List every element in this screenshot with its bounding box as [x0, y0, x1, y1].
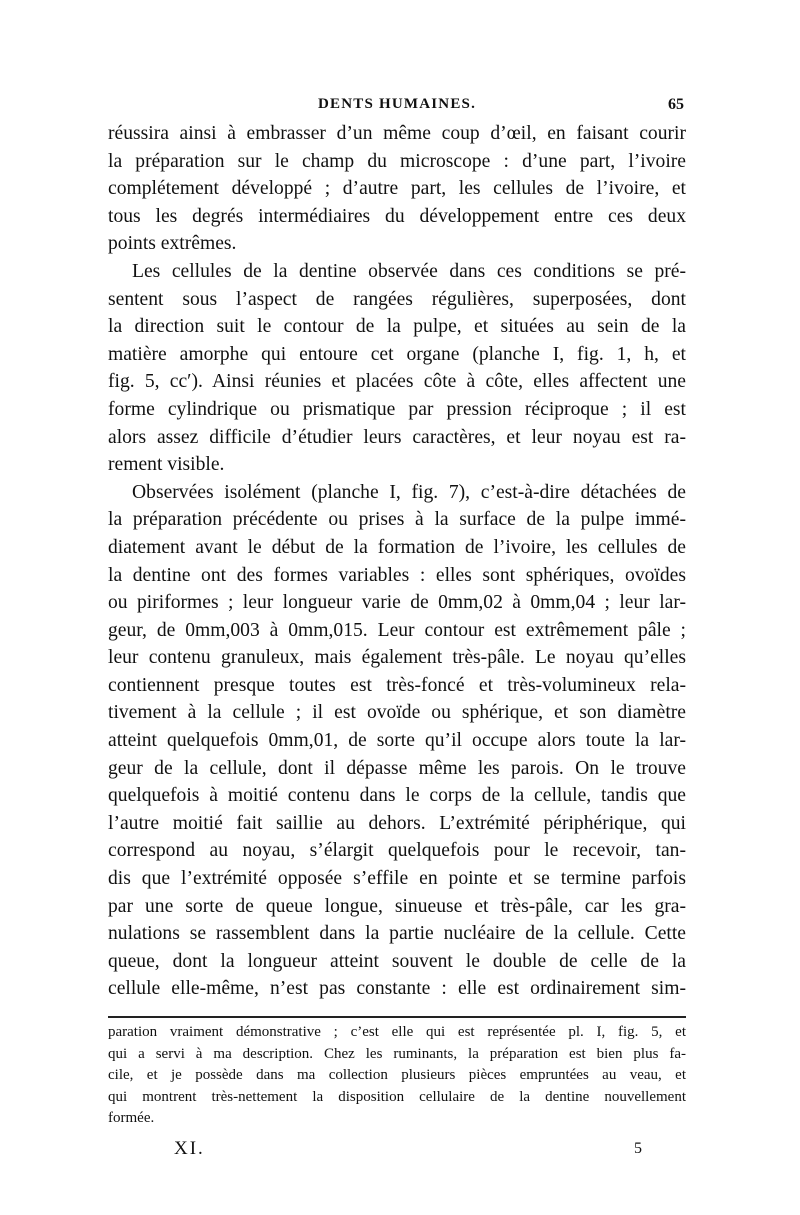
text-line: alors assez difficile d’étudier leurs caractères, et leur noyau est ra- — [108, 426, 686, 448]
body-text — [108, 120, 686, 1003]
footnote-line: formée. — [108, 1110, 155, 1126]
footnote — [108, 1022, 686, 1130]
text-line: diatement avant le début de la formation de l’ivoire, les cellules de — [108, 536, 686, 558]
running-head-title: DENTS HUMAINES. — [318, 96, 477, 112]
text-line: correspond au noyau, s’élargit quelquefois pour le recevoir, tan- — [108, 840, 686, 862]
text-line: la dentine ont des formes variables : elles sont sphériques, ovoïdes — [108, 564, 686, 586]
text-line: la préparation précédente ou prises à la surface de la pulpe immé- — [108, 509, 686, 531]
book-page — [108, 0, 686, 1215]
text-line: geur de la cellule, dont il dépasse même les parois. On le trouve — [108, 757, 686, 779]
text-line: complétement développé ; d’autre part, les cellules de l’ivoire, et — [108, 178, 686, 200]
text-line: réussira ainsi à embrasser d’un même coup d’œil, en faisant courir — [108, 123, 686, 144]
footnote-rule — [108, 1016, 686, 1018]
running-head — [108, 96, 686, 116]
text-line: ou piriformes ; leur longueur varie de 0mm,02 à 0mm,04 ; leur lar- — [108, 592, 686, 614]
text-line: fig. 5, cc′). Ainsi réunies et placées côte à côte, elles affectent une — [108, 371, 686, 393]
text-line: dis que l’extrémité opposée s’effile en pointe et se termine parfois — [108, 868, 686, 890]
text-line: tous les degrés intermédiaires du développement entre ces deux — [108, 205, 686, 227]
text-line: contiennent presque toutes est très-foncé et très-volumineux rela- — [108, 674, 686, 696]
text-line: matière amorphe qui entoure cet organe (planche I, fig. 1, h, et — [108, 343, 686, 365]
signature-number: 5 — [634, 1140, 642, 1157]
footnote-line: qui montrent très-nettement la disposition cellulaire de la dentine nouvellement — [108, 1088, 686, 1105]
text-line: l’autre moitié fait saillie au dehors. L’extrémité périphérique, qui — [108, 812, 686, 834]
text-line: Les cellules de la dentine observée dans ces conditions se pré- — [132, 260, 686, 282]
text-line: points extrêmes. — [108, 233, 237, 255]
text-line: forme cylindrique ou prismatique par pression réciproque ; il est — [108, 398, 686, 420]
text-line: nulations se rassemblent dans la partie nucléaire de la cellule. Cette — [108, 923, 686, 945]
text-line: par une sorte de queue longue, sinueuse et très-pâle, car les gra- — [108, 895, 686, 917]
text-line: atteint quelquefois 0mm,01, de sorte qu’il occupe alors toute la lar- — [108, 730, 686, 752]
text-line: la direction suit le contour de la pulpe, et situées au sein de la — [108, 316, 686, 338]
text-line: la préparation sur le champ du microscope : d’une part, l’ivoire — [108, 150, 686, 172]
text-line: rement visible. — [108, 454, 225, 476]
text-line: quelquefois à moitié contenu dans le corps de la cellule, tandis que — [108, 785, 686, 807]
signature-mark: XI. — [174, 1138, 205, 1159]
text-line: tivement à la cellule ; il est ovoïde ou sphérique, et son diamètre — [108, 702, 686, 724]
text-line: cellule elle-même, n’est pas constante : elle est ordinairement sim- — [108, 978, 686, 1000]
text-line: Observées isolément (planche I, fig. 7), c’est-à-dire détachées de — [132, 481, 686, 503]
text-line: leur contenu granuleux, mais également très-pâle. Le noyau qu’elles — [108, 647, 686, 669]
page-number: 65 — [668, 96, 684, 113]
signature-line — [108, 1138, 686, 1162]
text-line: queue, dont la longueur atteint souvent le double de celle de la — [108, 950, 686, 972]
footnote-line: cile, et je possède dans ma collection plusieurs pièces empruntées au veau, et — [108, 1067, 686, 1083]
footnote-line: paration vraiment démonstrative ; c’est elle qui est représentée pl. I, fig. 5, et — [108, 1024, 686, 1040]
footnote-line: qui a servi à ma description. Chez les ruminants, la préparation est bien plus fa- — [108, 1045, 686, 1062]
text-line: geur, de 0mm,003 à 0mm,015. Leur contour est extrêmement pâle ; — [108, 619, 686, 641]
text-line: sentent sous l’aspect de rangées régulières, superposées, dont — [108, 288, 686, 310]
